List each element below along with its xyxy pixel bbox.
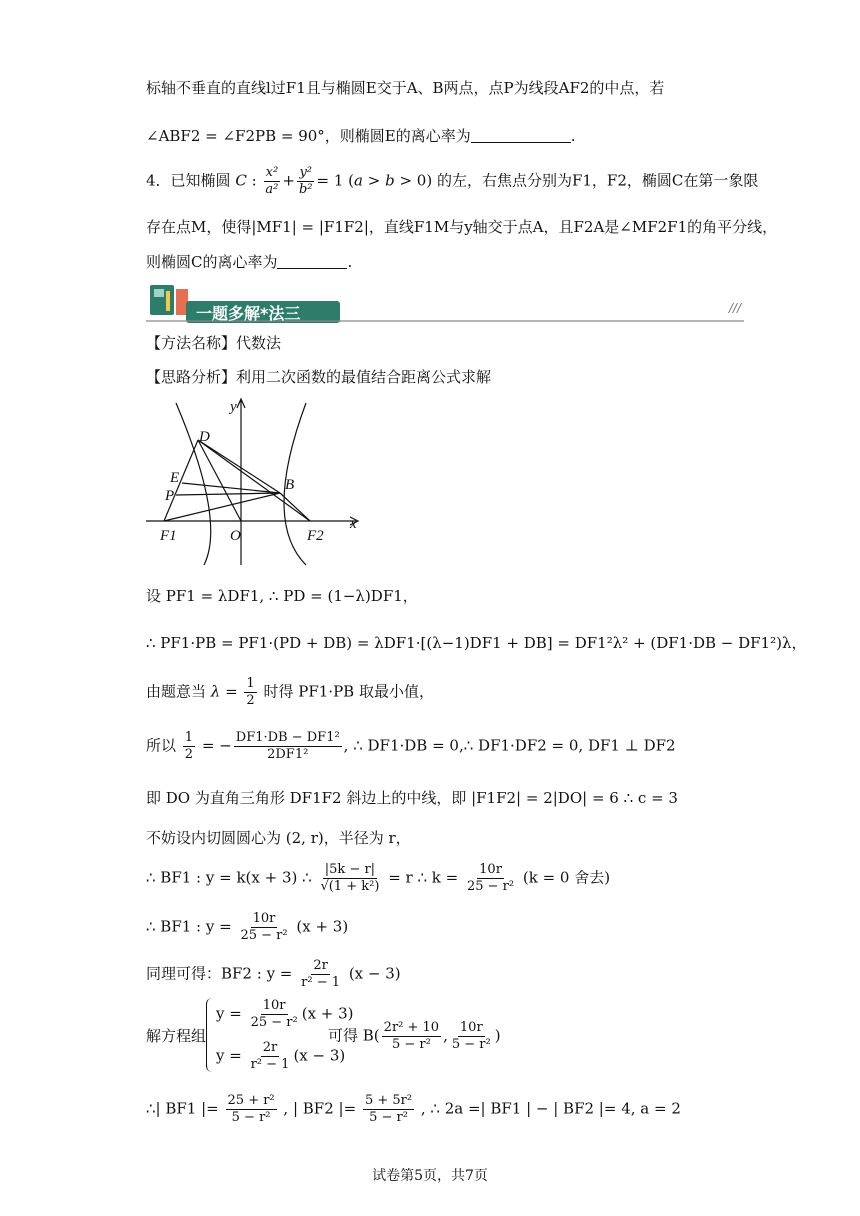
- banner-title: 一题多解*法三: [196, 304, 301, 323]
- q4-line3: 则椭圆C的离心率为 .: [146, 253, 353, 271]
- solution-line-9: 同理可得：BF2 : y = $\frac{2r}{\text{r² − 1}}$ (x − 3): [146, 958, 401, 990]
- q3-line2: ∠ABF2 = ∠F2PB = 90°，则椭圆E的离心率为 .: [146, 127, 576, 145]
- label-E: E: [170, 470, 180, 486]
- segment-PB: [176, 493, 280, 495]
- segment-F1B: [164, 493, 280, 521]
- hyperbola-figure: [146, 395, 366, 570]
- solution-line-5: 即 DO 为直角三角形 DF1F2 斜边上的中线，即 |F1F2| = 2|DO| = 6 ∴ c = 3: [146, 789, 678, 807]
- equation-brace: [206, 998, 215, 1072]
- label-P: P: [165, 488, 175, 504]
- solution-line-6: 不妨设内切圆圆心为 (2, r)，半径为 r，: [146, 829, 411, 847]
- page-footer: 试卷第5页，共7页: [372, 1168, 488, 1184]
- solution-line-1: 设 PF1 = λDF1, ∴ PD = (1−λ)DF1，: [146, 587, 418, 605]
- system-eq-2: y = $\frac{2r}{\text{r² − 1}}$ (x − 3): [216, 1040, 346, 1072]
- q4-line1: 4．已知椭圆 C : $\frac{\text{x²}}{\text{a²}}$ + $\frac{\text{y²}}{\text{b²}}$ = 1 (a > b > 0) 的左，右焦点分别为F1，F2，椭圆C在第一象限: [146, 165, 759, 197]
- solution-line-11: ∴| BF1 |= $\frac{\text{25 + r²}}{\text{5 − r²}}$ , | BF2 |= $\frac{\text{5 + 5r²}}{\text{5 − r²}}$ , ∴ 2a =| BF1 | − | BF2 |= 4, a = 2: [146, 1093, 681, 1125]
- solution-line-10-label: 解方程组: [146, 1027, 207, 1045]
- segment-DO: [198, 440, 241, 521]
- label-F2: F2: [307, 528, 324, 544]
- solution-line-2: ∴ PF1·PB = PF1·(PD + DB) = λDF1·[(λ−1)DF1 + DB] = DF1²λ² + (DF1·DB − DF1²)λ，: [146, 634, 807, 652]
- method-name: 【方法名称】代数法: [146, 334, 282, 352]
- solution-line-3: 由题意当 λ = $\frac{1}{2}$ 时得 PF1·PB 取最小值，: [146, 676, 434, 708]
- q3-line1: 标轴不垂直的直线l过F1且与椭圆E交于A、B两点，点P为线段AF2的中点，若: [146, 79, 665, 97]
- segment-DB: [198, 440, 280, 493]
- solution-line-4: 所以 $\frac{1}{2}$ = − $\frac{\text{DF1·DB − DF1²}}{\text{2DF1²}}$ , ∴ DF1·DB = 0,∴ DF1·DF2 = 0, DF1 ⊥ DF2: [146, 730, 676, 762]
- label-y: y: [230, 399, 237, 415]
- label-x: x: [350, 516, 357, 532]
- solution-line-8: ∴ BF1 : y = $\frac{10r}{\text{25 − r²}}$ (x + 3): [146, 911, 349, 943]
- answer-blank: [277, 254, 347, 269]
- solution-line-7: ∴ BF1 : y = k(x + 3) ∴ $\frac{|5k - r|}{\text{√(1 + k²)}}$ = r ∴ k = $\frac{10r}{\text{25 − r²}}$ (k = 0 舍去): [146, 862, 611, 894]
- solution-line-10-result: 可得 B( $\frac{\text{2r² + 10}}{\text{5 − r²}}$ , $\frac{10r}{\text{5 − r²}}$ ): [328, 1020, 501, 1052]
- system-eq-1: y = $\frac{10r}{\text{25 − r²}}$ (x + 3): [216, 998, 354, 1030]
- answer-blank: [471, 128, 571, 143]
- label-O: O: [230, 528, 241, 544]
- label-F1: F1: [160, 528, 177, 544]
- banner-marks: ///: [729, 301, 742, 315]
- label-B: B: [285, 477, 295, 493]
- section-banner: [146, 281, 744, 323]
- q4-line2: 存在点M，使得|MF1| = |F1F2|，直线F1M与y轴交于点A，且F2A是∠MF2F1的角平分线，: [146, 218, 778, 236]
- method-analysis: 【思路分析】利用二次函数的最值结合距离公式求解: [146, 368, 492, 386]
- label-D: D: [199, 429, 210, 445]
